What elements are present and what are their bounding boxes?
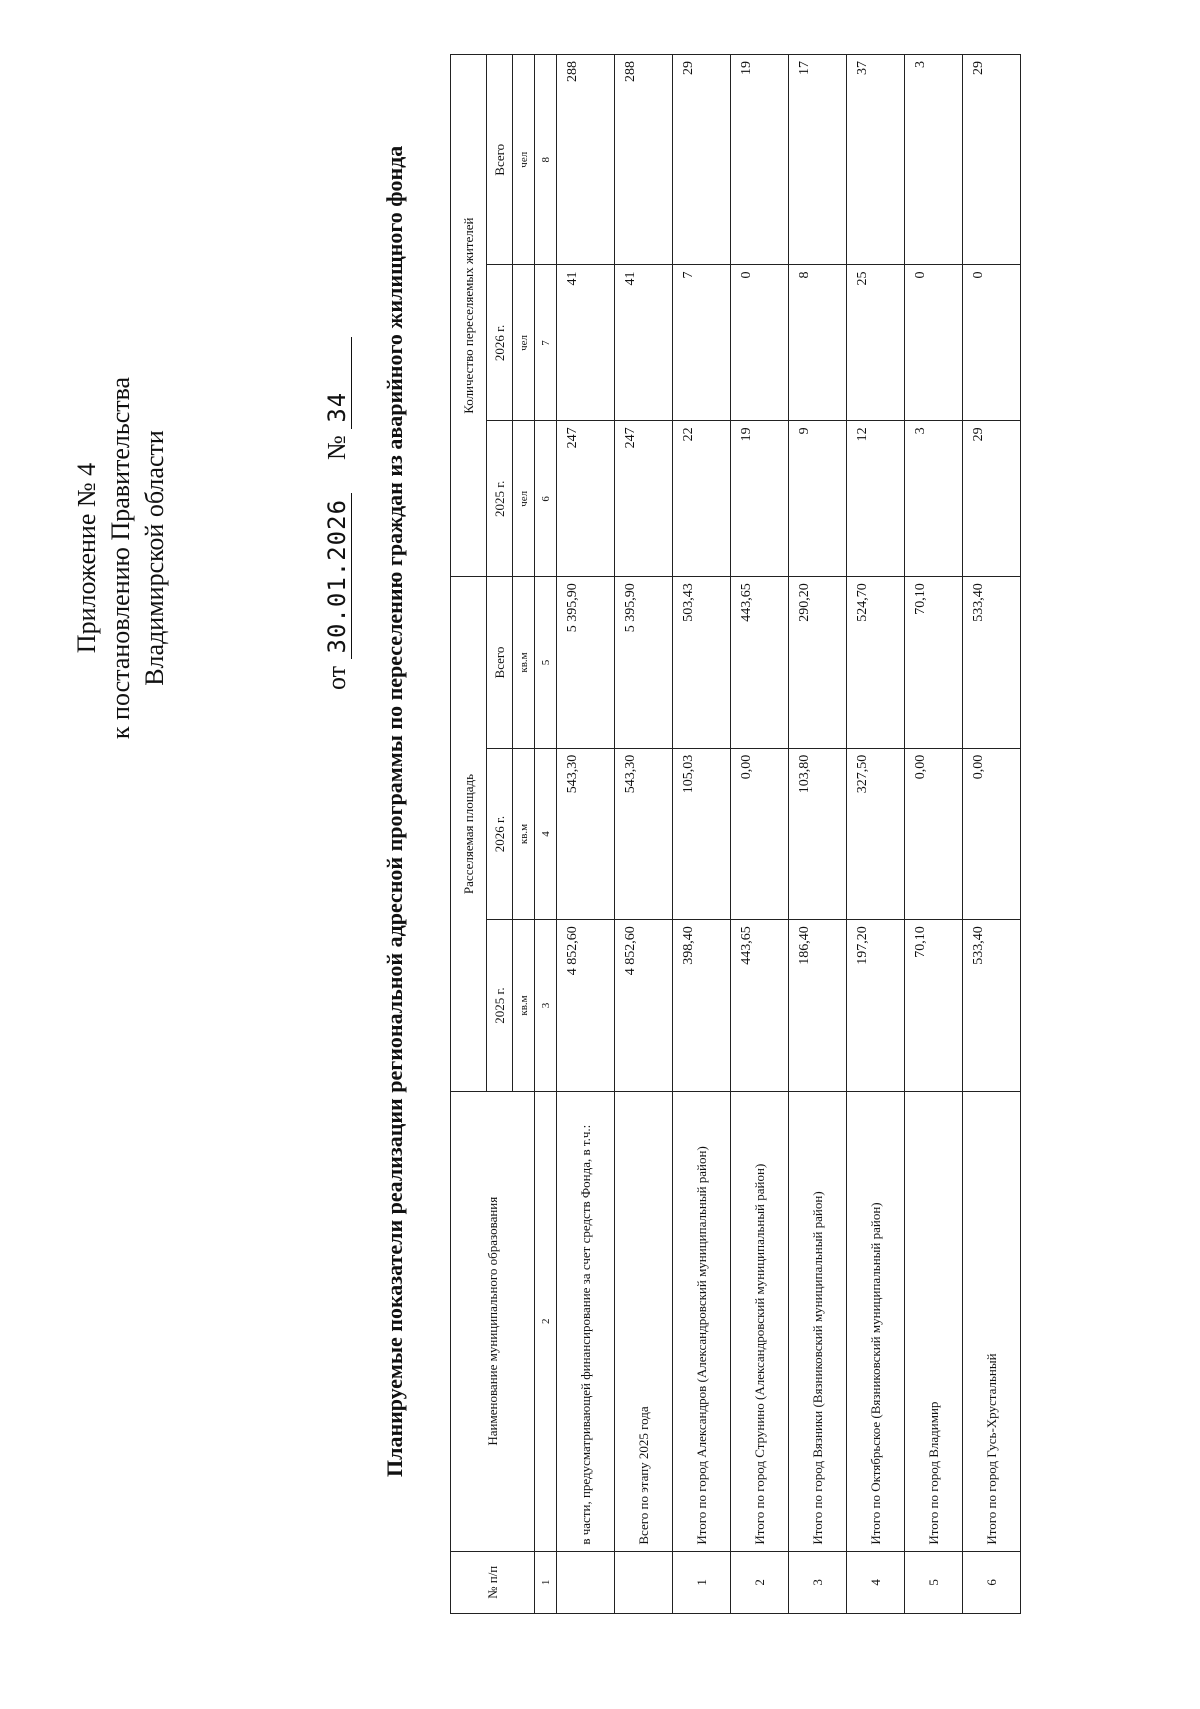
people-2026-value: 8 — [789, 265, 847, 421]
people-2026-value: 0 — [905, 265, 963, 421]
col-name-header: Наименование муниципального образования — [451, 1091, 535, 1551]
municipality-name: Итого по город Вязники (Вязниковский муниципальный район) — [789, 1091, 847, 1551]
area-2025-value: 4 852,60 — [557, 920, 615, 1091]
area-total-value: 533,40 — [963, 577, 1021, 748]
people-2025-value: 29 — [963, 421, 1021, 577]
people-total-value: 17 — [789, 55, 847, 266]
area-2026-value: 0,00 — [963, 748, 1021, 919]
people-2025-value: 247 — [557, 421, 615, 577]
people-total-value: 29 — [963, 55, 1021, 266]
people-total-value: 19 — [731, 55, 789, 266]
appendix-title: Приложение № 4 — [72, 462, 101, 654]
row-number: 5 — [905, 1551, 963, 1613]
area-2025-header: 2025 г. — [487, 920, 513, 1091]
people-2026-value: 0 — [963, 265, 1021, 421]
people-2025-value: 9 — [789, 421, 847, 577]
unit-cell: чел — [513, 55, 535, 266]
table-row — [615, 55, 673, 1614]
area-2026-header: 2026 г. — [487, 748, 513, 919]
people-2025-header: 2025 г. — [487, 421, 513, 577]
people-2025-value: 247 — [615, 421, 673, 577]
column-number: 1 — [535, 1551, 557, 1613]
row-number: 1 — [673, 1551, 731, 1613]
unit-cell: чел — [513, 421, 535, 577]
people-total-value: 29 — [673, 55, 731, 266]
row-number: 6 — [963, 1551, 1021, 1613]
people-total-value: 288 — [557, 55, 615, 266]
area-total-value: 70,10 — [905, 577, 963, 748]
people-total-value: 37 — [847, 55, 905, 266]
people-group-header: Количество переселяемых жителей — [451, 55, 487, 577]
area-total-value: 524,70 — [847, 577, 905, 748]
table-row — [963, 55, 1021, 1614]
document-title: Планируемые показатели реализации региональной адресной программы по переселению граждан из аварийного жилищного фонда — [382, 145, 407, 1477]
row-number: 3 — [789, 1551, 847, 1613]
area-total-value: 5 395,90 — [557, 577, 615, 748]
area-2026-value: 103,80 — [789, 748, 847, 919]
col-num-header: № п/п — [451, 1551, 535, 1613]
area-group-header: Расселяемая площадь — [451, 577, 487, 1091]
column-number: 8 — [535, 55, 557, 266]
area-total-value: 5 395,90 — [615, 577, 673, 748]
area-2026-value: 0,00 — [731, 748, 789, 919]
area-total-value: 443,65 — [731, 577, 789, 748]
area-2025-value: 398,40 — [673, 920, 731, 1091]
area-2025-value: 70,10 — [905, 920, 963, 1091]
column-number: 4 — [535, 748, 557, 919]
area-2025-value: 4 852,60 — [615, 920, 673, 1091]
area-2026-value: 543,30 — [557, 748, 615, 919]
column-numbers-row — [535, 55, 557, 1614]
table-row — [731, 55, 789, 1614]
municipality-name: Итого по Октябрьское (Вязниковский муниципальный район) — [847, 1091, 905, 1551]
from-label: от — [322, 665, 351, 690]
people-2026-value: 25 — [847, 265, 905, 421]
people-total-value: 288 — [615, 55, 673, 266]
people-2025-value: 22 — [673, 421, 731, 577]
column-number: 3 — [535, 920, 557, 1091]
indicators-table — [450, 54, 1021, 1614]
unit-cell: кв.м — [513, 577, 535, 748]
municipality-name: в части, предусматривающей финансирование за счет средств Фонда, в т.ч.: — [557, 1091, 615, 1551]
area-2026-value: 0,00 — [905, 748, 963, 919]
header-row-groups — [451, 55, 487, 1614]
people-2025-value: 3 — [905, 421, 963, 577]
area-2025-value: 197,20 — [847, 920, 905, 1091]
resolution-date: 30.01.2026 — [323, 493, 352, 660]
unit-cell: кв.м — [513, 748, 535, 919]
people-2026-value: 7 — [673, 265, 731, 421]
municipality-name: Итого по город Гусь-Хрустальный — [963, 1091, 1021, 1551]
people-total-value: 3 — [905, 55, 963, 266]
column-number: 6 — [535, 421, 557, 577]
row-number — [615, 1551, 673, 1613]
area-2026-value: 327,50 — [847, 748, 905, 919]
people-2026-value: 41 — [615, 265, 673, 421]
number-label: № — [322, 435, 351, 460]
column-number: 5 — [535, 577, 557, 748]
municipality-name: Итого по город Владимир — [905, 1091, 963, 1551]
column-number: 2 — [535, 1091, 557, 1551]
date-number-line — [322, 337, 352, 690]
people-total-header: Всего — [487, 55, 513, 266]
people-2025-value: 12 — [847, 421, 905, 577]
municipality-name: Итого по город Струнино (Александровский муниципальный район) — [731, 1091, 789, 1551]
row-number: 2 — [731, 1551, 789, 1613]
table-row — [847, 55, 905, 1614]
region-line: Владимирской области — [140, 430, 169, 686]
people-2025-value: 19 — [731, 421, 789, 577]
area-2025-value: 533,40 — [963, 920, 1021, 1091]
area-total-header: Всего — [487, 577, 513, 748]
area-total-value: 290,20 — [789, 577, 847, 748]
area-2026-value: 543,30 — [615, 748, 673, 919]
people-2026-header: 2026 г. — [487, 265, 513, 421]
people-2026-value: 41 — [557, 265, 615, 421]
resolution-line: к постановлению Правительства — [106, 376, 135, 740]
area-total-value: 503,43 — [673, 577, 731, 748]
people-2026-value: 0 — [731, 265, 789, 421]
appendix-header — [70, 318, 172, 798]
column-number: 7 — [535, 265, 557, 421]
municipality-name: Всего по этапу 2025 года — [615, 1091, 673, 1551]
unit-cell: чел — [513, 265, 535, 421]
table-row — [557, 55, 615, 1614]
row-number — [557, 1551, 615, 1613]
area-2026-value: 105,03 — [673, 748, 731, 919]
area-2025-value: 443,65 — [731, 920, 789, 1091]
table-row — [905, 55, 963, 1614]
unit-cell: кв.м — [513, 920, 535, 1091]
table-row — [673, 55, 731, 1614]
resolution-number: 34 — [323, 337, 352, 429]
row-number: 4 — [847, 1551, 905, 1613]
table-row — [789, 55, 847, 1614]
area-2025-value: 186,40 — [789, 920, 847, 1091]
municipality-name: Итого по город Александров (Александровский муниципальный район) — [673, 1091, 731, 1551]
